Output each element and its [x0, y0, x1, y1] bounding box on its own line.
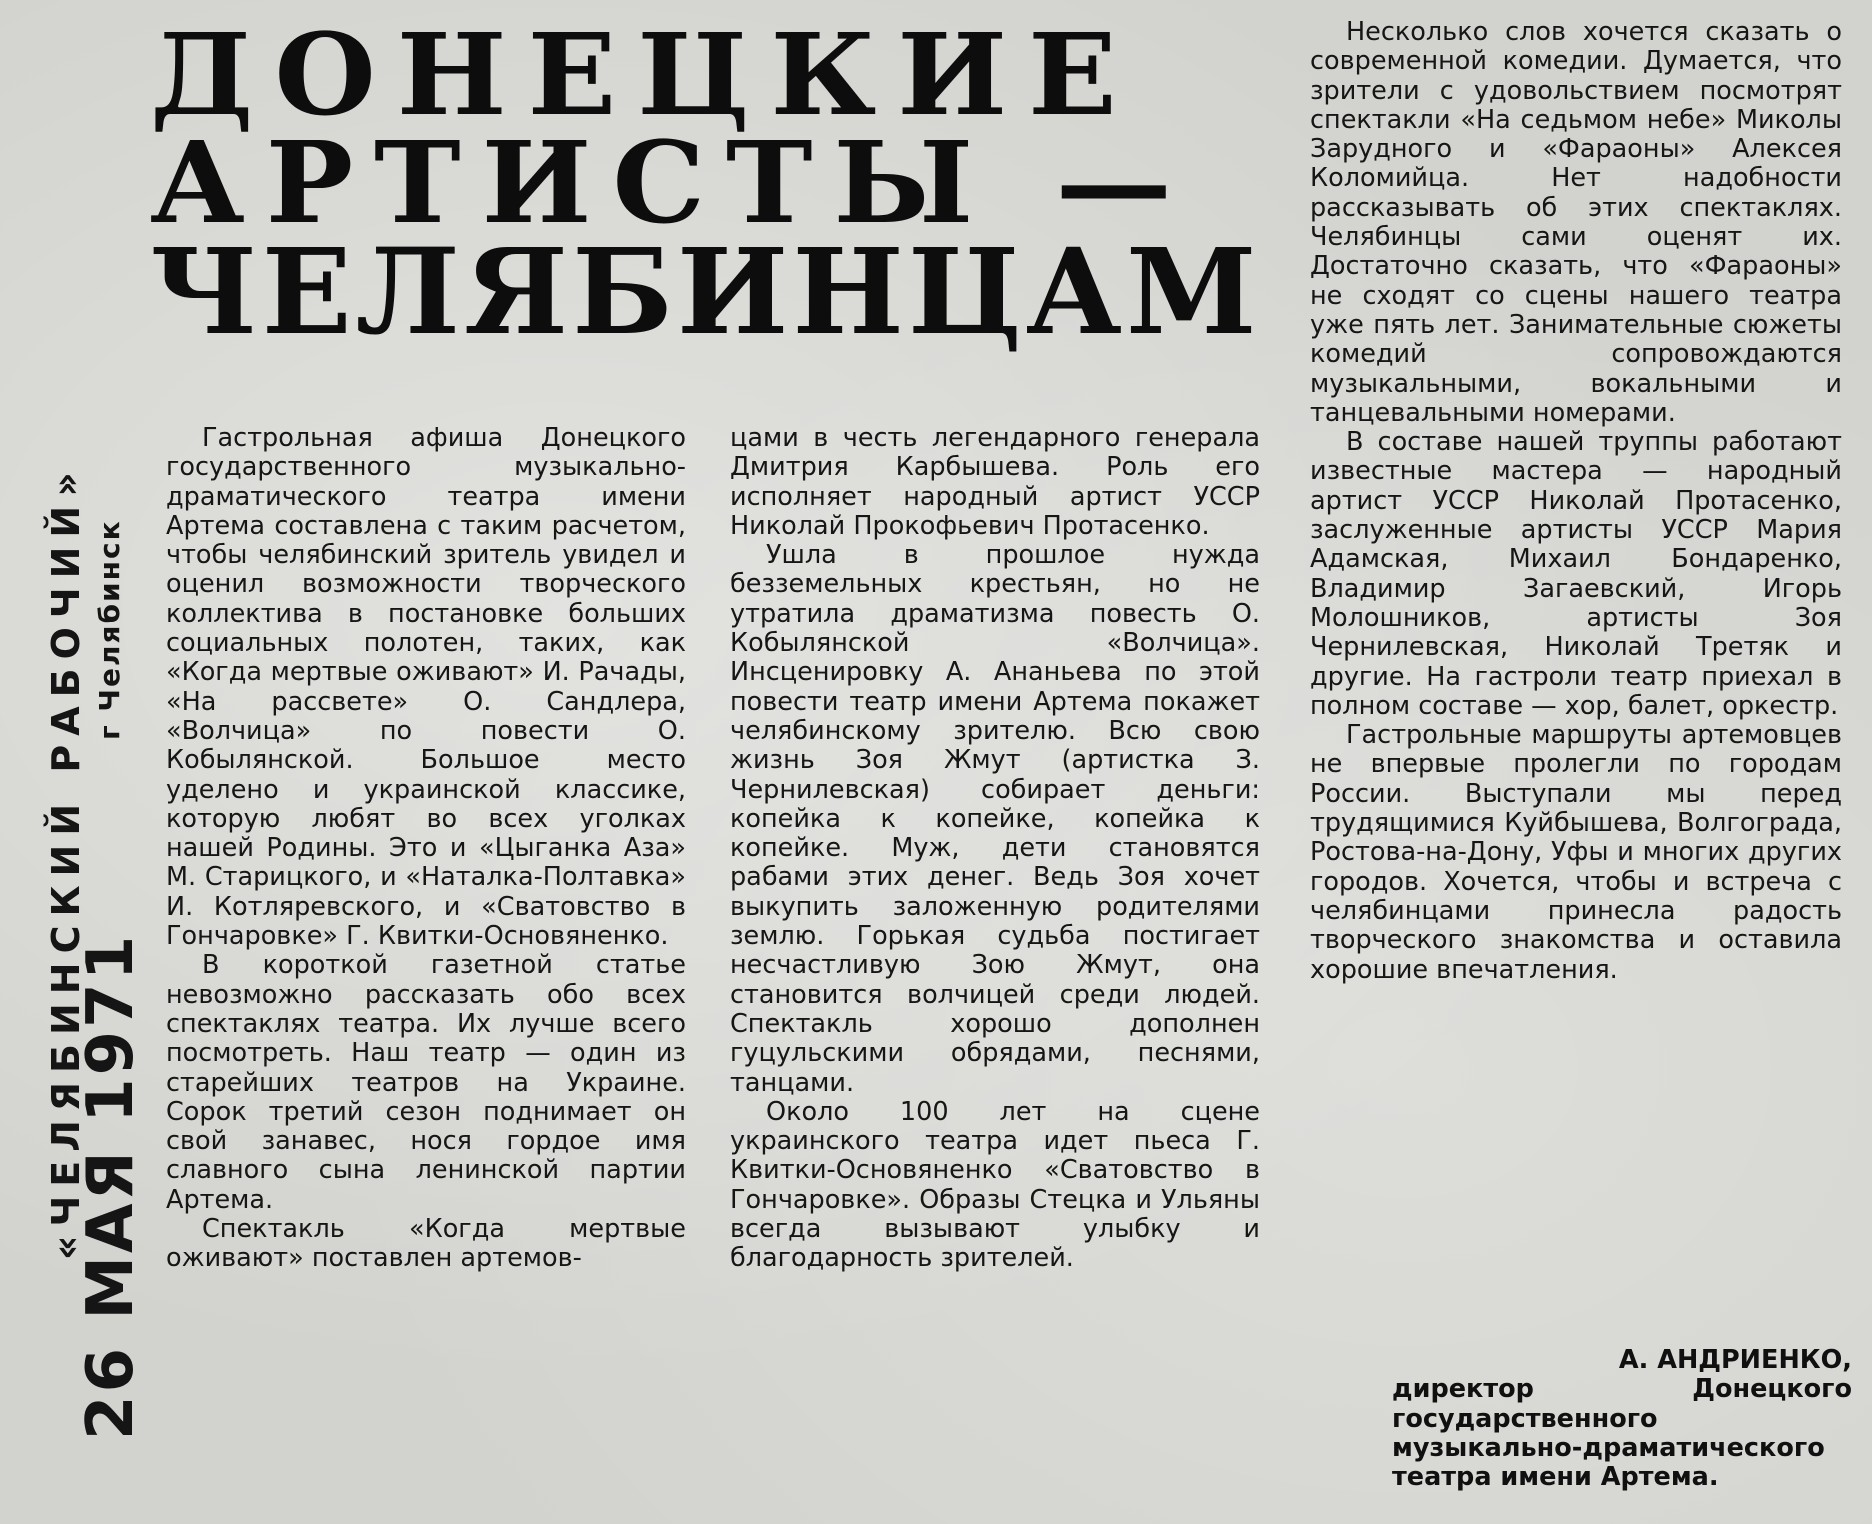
paragraph: В составе нашей труппы работают известные мастера — народный артист УССР Николай Протасенко, заслуженные артисты УССР Мария Адамская, Михаил Бондаренко, Владимир Загаевский, Игорь Молошников, артисты Зоя Чернилевская, Николай Третяк и другие. На гастроли театр приехал в полном составе — хор, балет, оркестр. — [1310, 427, 1842, 721]
headline-line-2: АРТИСТЫ — — [150, 118, 1193, 249]
archive-stamp — [0, 0, 148, 1524]
paragraph: цами в честь легендарного генерала Дмитрия Карбышева. Роль его исполняет народный артист УССР Николай Прокофьевич Протасенко. — [730, 423, 1260, 541]
headline-line-3: ЧЕЛЯБИНЦАМ — [150, 222, 1261, 361]
stamp-date: 26 МАЯ 1971 — [74, 932, 148, 1440]
article-column-3 — [1310, 18, 1842, 985]
stamp-newspaper-name: «ЧЕЛЯБИНСКИЙ РАБОЧИЙ» — [44, 463, 88, 1260]
stamp-city: г Челябинск — [93, 519, 126, 740]
paragraph: Спектакль «Когда мертвые оживают» поставлен артемов- — [166, 1214, 686, 1274]
paragraph: Гастрольная афиша Донецкого государственного музыкально-драматического театра имени Артема составлена с таким расчетом, чтобы челябинский зритель увидел и оценил возможности творческого коллектива в постановке больших социальных полотен, таких, как «Когда мертвые оживают» И. Рачады, «На рассвете» О. Сандлера, «Волчица» по повести О. Кобылянской. Большое место уделено и украинской классике, которую любят во всех уголках нашей Родины. Это и «Цыганка Аза» М. Старицкого, и «Наталка-Полтавка» И. Котляревского, и «Сватовство в Гончаровке» Г. Квитки-Основяненко. — [166, 423, 686, 952]
paragraph: В короткой газетной статье невозможно рассказать обо всех спектаклях театра. Их лучше всего посмотреть. Наш театр — один из старейших театров на Украине. Сорок третий сезон поднимает он свой занавес, нося гордое имя славного сына ленинской партии Артема. — [166, 950, 686, 1215]
author-signature — [1392, 1346, 1852, 1492]
article-column-2 — [730, 424, 1260, 1274]
paragraph: Гастрольные маршруты артемовцев не впервые пролегли по городам России. Выступали мы перед трудящимися Куйбышева, Волгограда, Ростова-на-Дону, Уфы и многих других городов. Хочется, чтобы и встреча с челябинцами принесла радость творческого знакомства и оставила хорошие впечатления. — [1310, 720, 1842, 985]
article-headline — [150, 10, 1270, 361]
author-name: А. АНДРИЕНКО, — [1618, 1345, 1852, 1375]
paragraph: Несколько слов хочется сказать о современной комедии. Думается, что зрители с удовольствием посмотрят спектакли «На седьмом небе» Миколы Зарудного и «Фараоны» Алексея Коломийца. Нет надобности рассказывать об этих спектаклях. Челябинцы сами оценят их. Достаточно сказать, что «Фараоны» не сходят со сцены нашего театра уже пять лет. Занимательные сюжеты комедий сопровождаются музыкальными, вокальными и танцевальными номерами. — [1310, 17, 1842, 428]
author-title: директор Донецкого государственного музыкально-драматического театра имени Артема. — [1392, 1374, 1852, 1493]
paragraph: Около 100 лет на сцене украинского театра идет пьеса Г. Квитки-Основяненко «Сватовство в Гончаровке». Образы Стецка и Ульяны всегда вызывают улыбку и благодарность зрителей. — [730, 1096, 1260, 1274]
article-column-1 — [166, 424, 686, 1274]
paragraph: Ушла в прошлое нужда безземельных крестьян, но не утратила драматизма повесть О. Кобылянской «Волчица». Инсценировку А. Ананьева по этой повести театр имени Артема покажет челябинскому зрителю. Всю свою жизнь Зоя Жмут (артистка З. Чернилевская) собирает деньги: копейка к копейке, копейка к копейке. Муж, дети становятся рабами этих денег. Ведь Зоя хочет выкупить заложенную родителями землю. Горькая судьба постигает несчастливую Зою Жмут, она становится волчицей среди людей. Спектакль хорошо дополнен гуцульскими обрядами, песнями, танцами. — [730, 540, 1260, 1098]
headline-line-1: ДОНЕЦКИЕ — [150, 10, 1138, 141]
